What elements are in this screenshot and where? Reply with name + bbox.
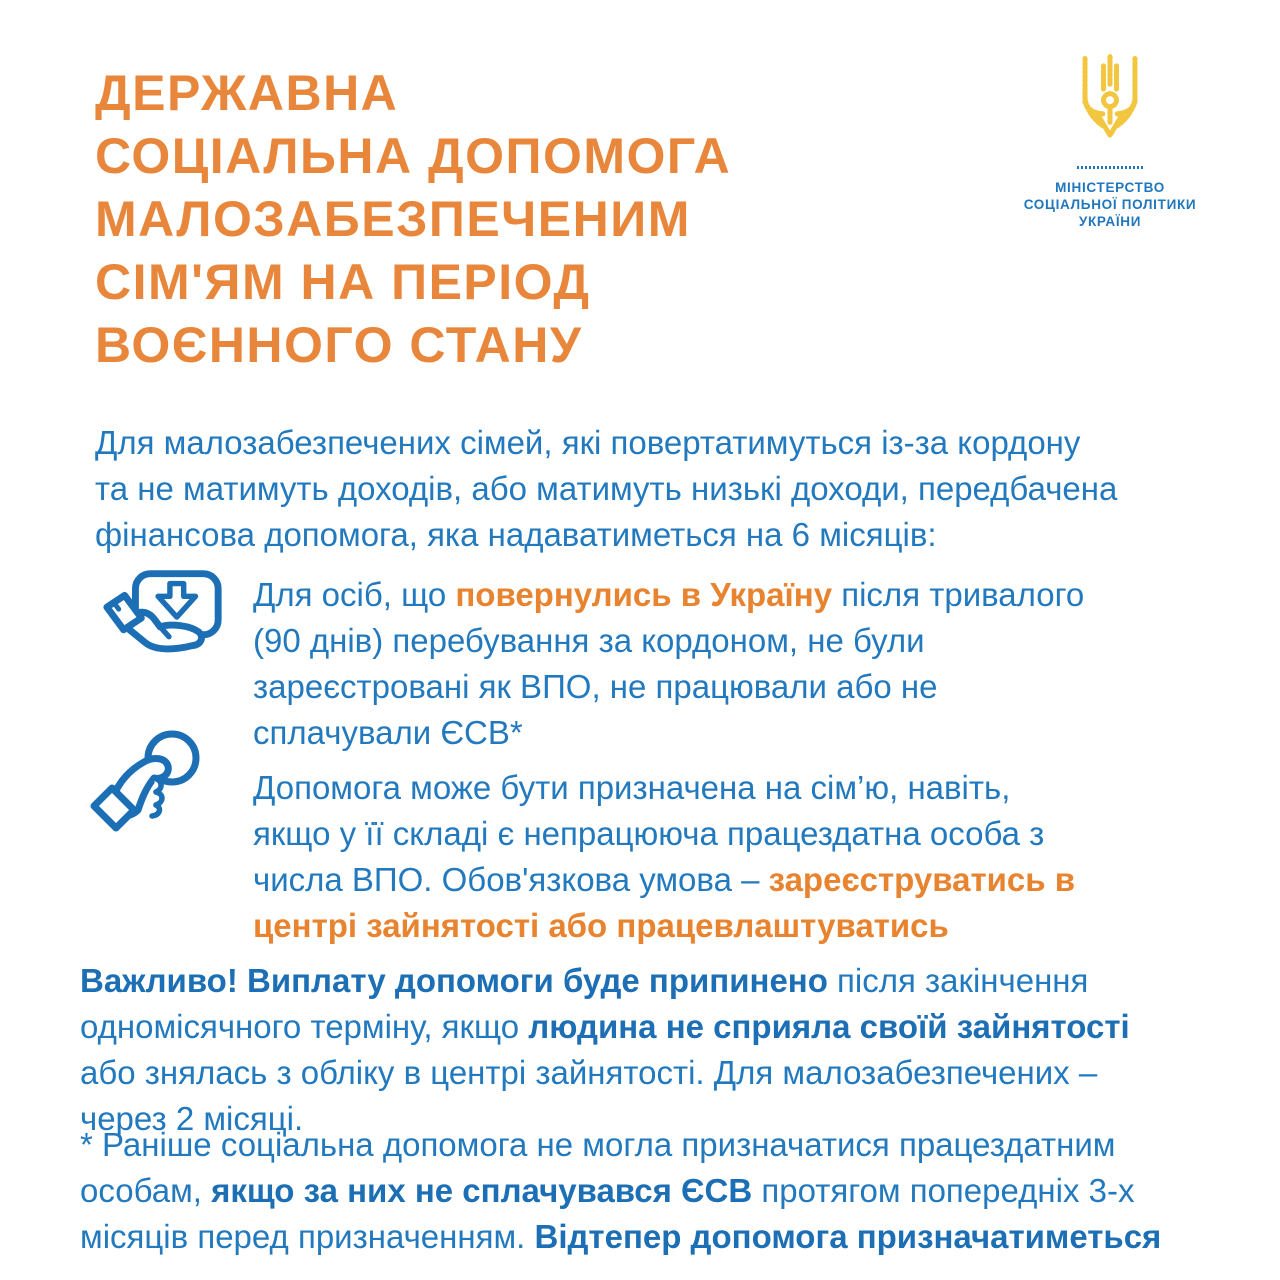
ministry-name: МІНІСТЕРСТВО СОЦІАЛЬНОЇ ПОЛІТИКИ УКРАЇНИ [1023,180,1197,229]
tryzub-emblem-icon [1015,52,1205,152]
hand-receiving-payment-icon [100,568,228,673]
ministry-logo [1015,52,1205,230]
benefit-item-family: Допомога може бути призначена на сім’ю, навіть, якщо у її складі є непрацююча працездатна особа з числа ВПО. Обов'язкова умова – зареєструватись в центрі зайнятості або працевлаштуватись [253,769,1076,944]
logo-dotted-divider [1077,166,1143,169]
important-note: Важливо! Виплату допомоги буде припинено після закінчення одномісячного терміну, якщо людина не сприяла своїй зайнятості або знялась з обліку в центрі зайнятості. Для малозабезпечених – через 2 місяці. [80,962,1130,1137]
intro-paragraph: Для малозабезпечених сімей, які повертатимуться із-за кордону та не матимуть доходів, або матимуть низькі доходи, передбачена фінансова допомога, яка надаватиметься на 6 місяців: [95,424,1118,553]
page-title: ДЕРЖАВНА СОЦІАЛЬНА ДОПОМОГА МАЛОЗАБЕЗПЕЧЕНИМ СІМ'ЯМ НА ПЕРІОД ВОЄННОГО СТАНУ [95,65,732,373]
hand-holding-coin-icon [88,728,212,853]
benefit-item-returnees: Для осіб, що повернулись в Україну після тривалого (90 днів) перебування за кордоном, не були зареєстровані як ВПО, не працювали або не сплачували ЄСВ* [253,576,1085,751]
footnote: * Раніше соціальна допомога не могла призначатися працездатним особам, якщо за них не сплачувався ЄСВ протягом попередніх 3-х місяців перед призначенням. Відтепер допомога призначатиметься [80,1126,1162,1255]
